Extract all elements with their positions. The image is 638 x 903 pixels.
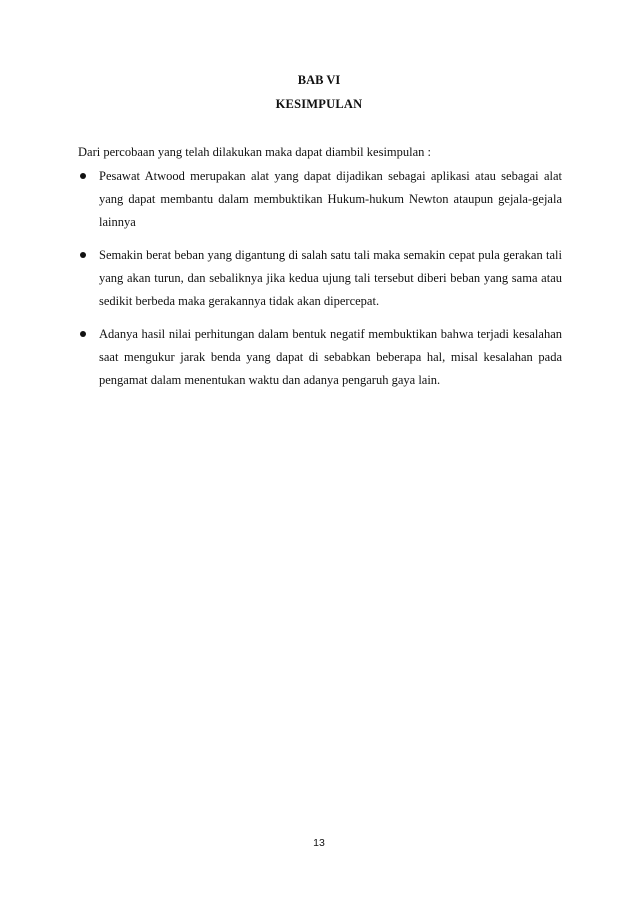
page-number: 13 xyxy=(313,837,325,849)
list-item-text: Pesawat Atwood merupakan alat yang dapat dijadikan sebagai aplikasi atau sebagai alat yang dapat membantu dalam membuktikan Hukum-hukum Newton ataupun gejala-gejala lainnya xyxy=(99,169,562,229)
chapter-title: KESIMPULAN xyxy=(275,97,363,111)
list-item-text: Adanya hasil nilai perhitungan dalam bentuk negatif membuktikan bahwa terjadi kesalahan saat mengukur jarak benda yang dapat di sebabkan beberapa hal, misal kesalahan pada pengamat dalam menentukan waktu dan adanya pengaruh gaya lain. xyxy=(99,327,562,387)
bullet-icon xyxy=(80,173,86,179)
intro-paragraph: Dari percobaan yang telah dilakukan maka dapat diambil kesimpulan : xyxy=(78,145,432,159)
conclusion-list xyxy=(78,165,562,402)
list-item-text: Semakin berat beban yang digantung di salah satu tali maka semakin cepat pula gerakan tali yang akan turun, dan sebaliknya jika kedua ujung tali tersebut diberi beban yang sama atau sedikit berbeda maka gerakannya tidak akan dipercepat. xyxy=(99,248,562,308)
list-item xyxy=(78,244,562,313)
bullet-icon xyxy=(80,252,86,258)
list-item xyxy=(78,323,562,392)
bullet-icon xyxy=(80,331,86,337)
list-item xyxy=(78,165,562,234)
chapter-label: BAB VI xyxy=(297,73,341,87)
